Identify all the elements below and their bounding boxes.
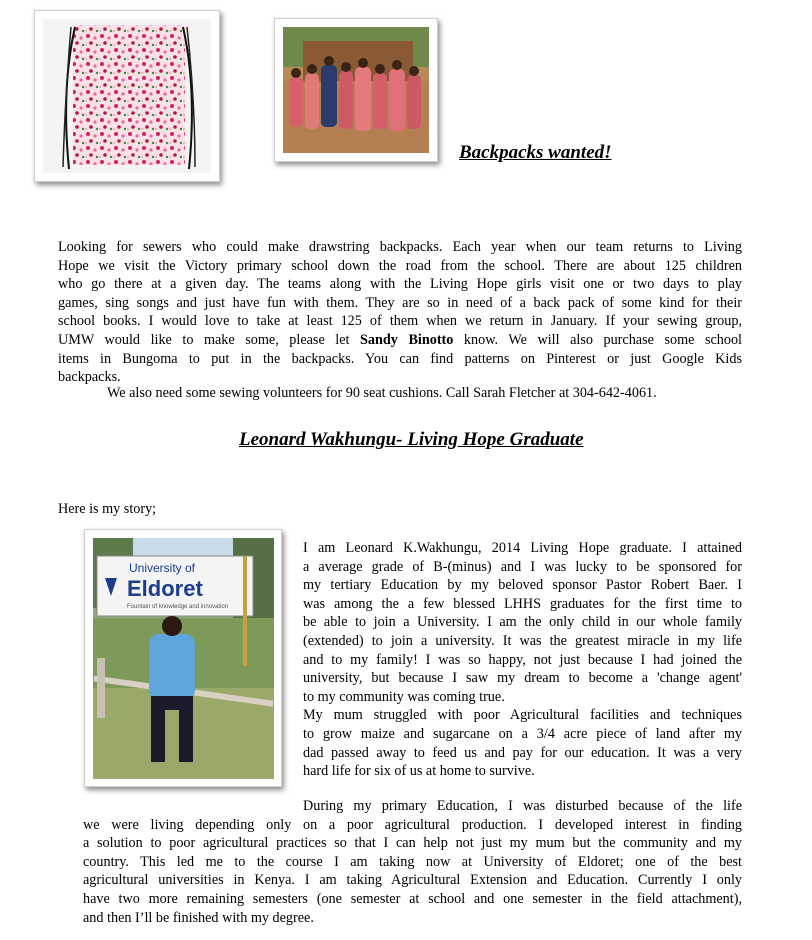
story-line: university, but because I saw my dream to become a 'change agent' [303,670,742,687]
leonard-photo [84,529,282,787]
story-line: be able to join a University. I am the only child in our whole family [303,614,742,631]
story-line: agricultural universities in Kenya. I am taking Agricultural Extension and Education. Currently I only [83,872,742,889]
sign-line-2: Eldoret [127,576,203,601]
story-line: to my community was coming true. [303,688,505,705]
story-line: was among the a few blessed LHHS graduates for the first time to [303,595,742,612]
line-text: know. We will also purchase some school [453,331,743,348]
leonard-university-image [93,538,274,779]
story-line: a solution to poor agricultural practices so that I can help not just my mum but the community and my [83,835,742,852]
backpacks-heading: Backpacks wanted! [459,142,612,163]
story-line: a average grade of B-(minus) and I was lucky to be sponsored for [303,558,742,575]
paragraph-line: games, sing songs and just have fun with them. They are so in need of a back pack of some kind for their [58,294,742,311]
paragraph-line: school books. I would love to take at least 125 of them when we return in January. If your sewing group, [58,313,742,330]
paragraph-line: items in Bungoma to put in the backpacks. You can find patterns on Pinterest or just Google Kids [58,350,742,367]
story-line: dad passed away to feed us and pay for our education. It was a very [303,744,742,761]
line-text: UMW would like to make some, please let [58,331,361,348]
story-line: to grow maize and sugarcane on a 3/4 acre piece of land after my [303,725,742,742]
paragraph-line: who go there at a given day. The teams along with the Living Hope girls visit one or two days to play [58,276,742,293]
paragraph-line: Looking for sewers who could make drawstring backpacks. Each year when our team returns to Living [58,239,742,255]
story-bottom-paragraph [83,797,742,927]
backpack-photo [34,10,220,182]
seat-cushion-request: We also need some sewing volunteers for 90 seat cushions. Call Sarah Fletcher at 304-642-4061. [107,385,657,401]
story-line: hard life for six of us at home to survive. [303,763,535,780]
drawstring-backpack-image [43,19,211,173]
story-line: my tertiary Education by my beloved sponsor Pastor Robert Baer. I [303,577,742,594]
story-line: (extended) to join a university. It was the greatest miracle in my life [303,632,742,649]
story-line: During my primary Education, I was disturbed because of the life [303,798,742,814]
children-group-image [283,27,429,153]
story-right-column [303,539,742,781]
backpack-paragraph [58,238,742,387]
story-line: and then I’ll be finished with my degree. [83,909,314,926]
story-line: and to my family! I was so happy, not just because I had joined the [303,651,742,668]
contact-name: Sandy Binotto [360,331,454,348]
story-line: My mum struggled with poor Agricultural facilities and techniques [303,707,742,724]
sign-line-1: University of [129,561,196,575]
story-intro: Here is my story; [58,501,157,517]
paragraph-line: Hope we visit the Victory primary school down the road from the school. There are about 125 children [58,257,742,274]
story-line: country. This led me to the course I am taking now at University of Eldoret; one of the best [83,853,742,870]
story-line: we were living depending only on a poor agricultural production. I developed interest in finding [83,816,742,833]
leonard-heading: Leonard Wakhungu- Living Hope Graduate [239,429,584,450]
story-line: have two more remaining semesters (one semester at school and one semester in the field attachment), [83,890,742,907]
children-photo [274,18,438,162]
story-line: I am Leonard K.Wakhungu, 2014 Living Hope graduate. I attained [303,540,742,556]
paragraph-line [58,331,742,350]
paragraph-line: backpacks. [58,369,121,386]
sign-motto: Fountain of knowledge and innovation [127,604,229,610]
